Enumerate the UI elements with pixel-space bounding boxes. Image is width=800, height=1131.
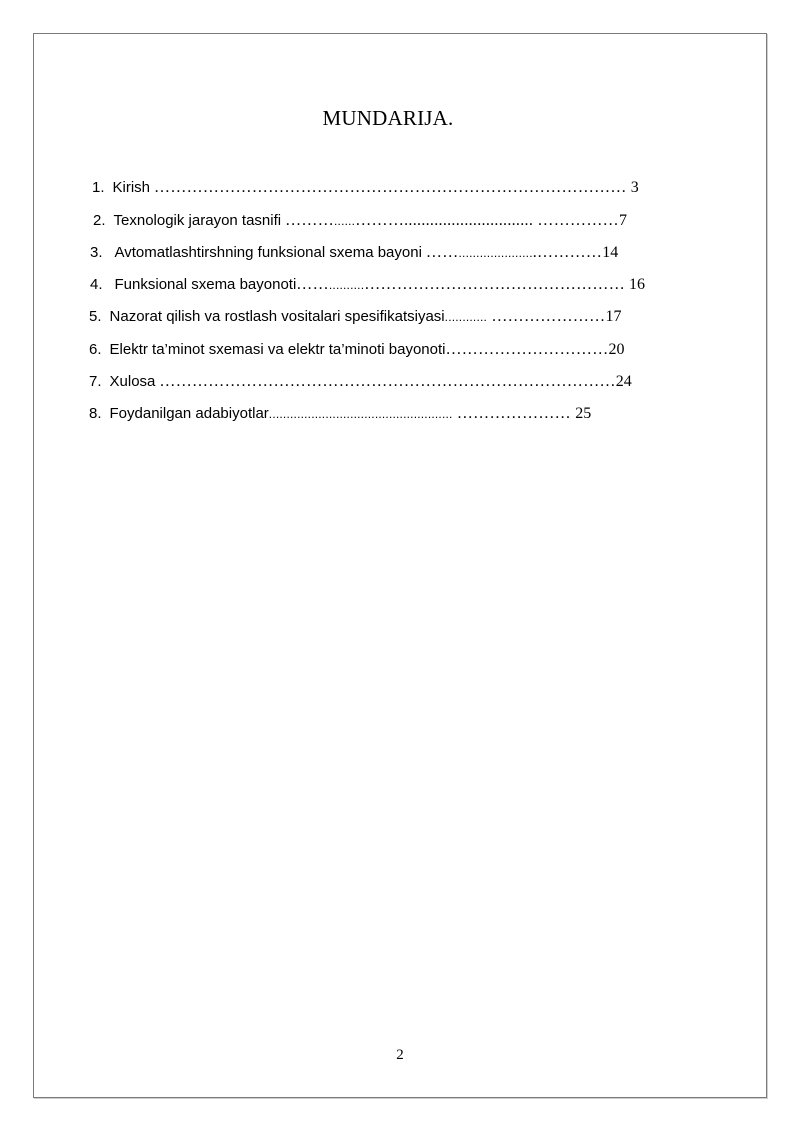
toc-entry-title: Funksional sxema bayonoti [114,276,297,293]
toc-entry[interactable] [90,243,618,263]
toc-entry-title: Kirish [112,179,151,196]
toc-entry-number: 2. [93,212,106,229]
toc-entry-leader: ………………… [452,405,576,422]
toc-entry-page: 16 [629,276,646,293]
toc-entry-page: 24 [615,373,632,390]
toc-entry-number: 3. [90,244,103,261]
toc-entry[interactable] [89,307,621,327]
toc-entry[interactable] [90,275,645,295]
toc-entry-title: Texnologik jarayon tasnifi [113,212,282,229]
toc-entry-leader: …… [425,244,459,261]
toc-entry-page: 20 [608,341,625,358]
toc-entry-page: 25 [575,405,592,422]
toc-entry-title: Foydanilgan adabiyotlar [109,405,269,422]
toc-entry-number: 6. [89,341,102,358]
toc-entry-leader: ………………… [487,308,606,325]
toc-entry[interactable] [92,178,639,198]
toc-entry-page: 17 [605,308,622,325]
toc-entry-page: 14 [602,244,619,261]
toc-entry-leader: ...... [334,214,356,228]
toc-entry-leader: ……… [285,212,335,229]
toc-entry-leader: .................................................... [268,407,453,421]
toc-entry-leader: ………………………………………… [364,276,626,293]
toc-entry[interactable] [89,372,632,392]
toc-entry-leader: ............ [444,310,488,324]
toc-entry[interactable] [89,340,625,360]
toc-entry-title: Avtomatlashtirshning funksional sxema bayoni [114,244,422,261]
toc-entry-leader: ..................... [458,246,533,260]
toc-entry-leader: ………………………………………………………………………… [159,373,616,390]
page-title: MUNDARIJA. [322,106,454,130]
toc-entry-title: Xulosa [109,373,156,390]
toc-entry-number: 5. [89,308,102,325]
toc-entry-title: Nazorat qilish va rostlash vositalari spesifikatsiyasi [109,308,445,325]
toc-entry-title: Elektr ta’minot sxemasi va elektr ta’minoti bayonoti [109,341,446,358]
toc-entry-leader: .………… [532,244,603,261]
toc-entry-page: 7 [618,212,627,229]
page-number: 2 [396,1047,404,1063]
toc-entry-leader: ………………………… [445,341,609,358]
toc-entry-number: 1. [92,179,105,196]
toc-entry-number: 7. [89,373,102,390]
toc-entry-page: 3 [630,179,639,196]
toc-entry-leader: ……….............................. …………… [355,212,619,229]
toc-entry-leader: …… [296,276,329,293]
toc-entry-number: 8. [89,405,102,422]
toc-entry[interactable] [93,211,627,231]
toc-entry-leader: .......... [328,278,365,292]
toc-entry-number: 4. [90,276,103,293]
toc-entry[interactable] [89,404,591,424]
toc-entry-leader: …………………………………………………………………………… [154,179,627,196]
